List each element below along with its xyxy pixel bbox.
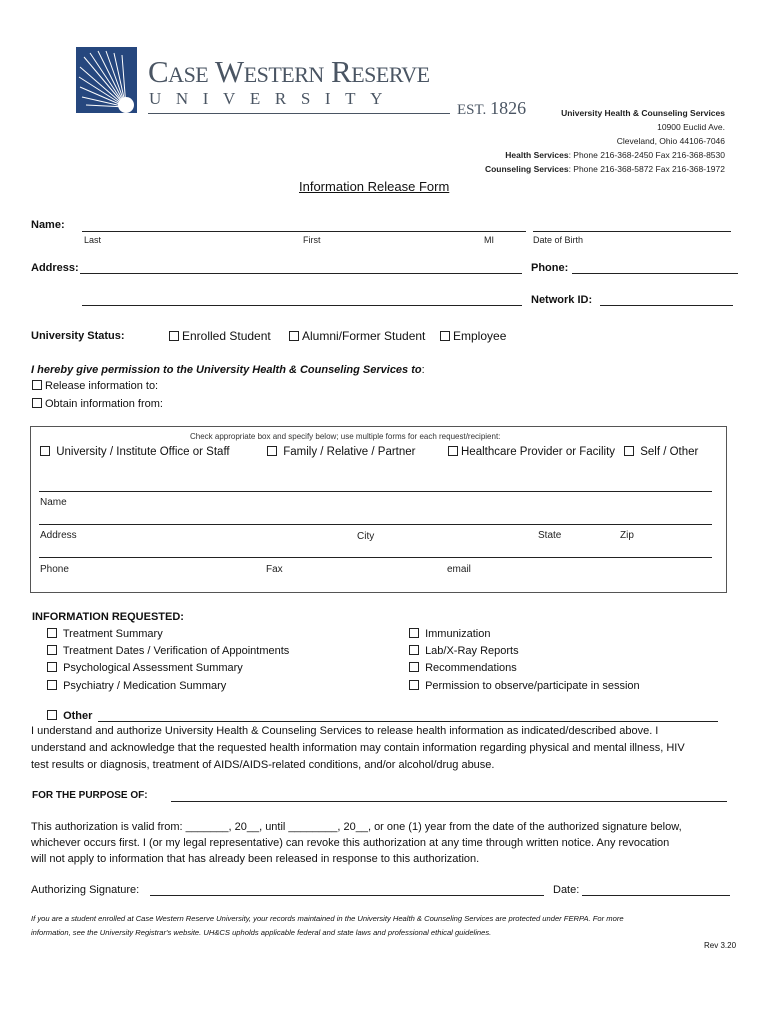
signature-label: Authorizing Signature: (31, 884, 140, 896)
info-observe-participate[interactable]: Permission to observe/participate in session (409, 680, 640, 692)
address-field-2[interactable] (82, 305, 522, 306)
info-immunization[interactable]: Immunization (409, 628, 490, 640)
type-self-other[interactable]: Self / Other (624, 446, 698, 458)
info-psychiatry-medication[interactable]: Psychiatry / Medication Summary (47, 680, 226, 692)
phone-field[interactable] (572, 273, 738, 274)
counseling-services-contact: Counseling Services: Phone 216-368-5872 Fax 216-368-1972 (484, 164, 725, 174)
name-label: Name: (31, 219, 65, 231)
address-label: Address: (31, 262, 79, 274)
street-address: 10900 Euclid Ave. (657, 122, 725, 132)
health-services-contact: Health Services: Phone 216-368-2450 Fax 216-368-8530 (505, 150, 725, 160)
recipient-phone-label: Phone (40, 564, 69, 575)
checkbox-icon[interactable] (289, 331, 299, 341)
purpose-field[interactable] (171, 801, 727, 802)
signature-field[interactable] (150, 895, 544, 896)
status-enrolled-student[interactable]: Enrolled Student (169, 329, 271, 343)
info-other[interactable]: Other (47, 710, 92, 722)
first-label: First (303, 235, 321, 245)
phone-label: Phone: (531, 262, 569, 274)
permission-statement: I hereby give permission to the University Health & Counseling Services to: (31, 364, 425, 376)
checkbox-icon[interactable] (267, 446, 277, 456)
status-employee[interactable]: Employee (440, 329, 506, 343)
checkbox-icon[interactable] (47, 680, 57, 690)
checkbox-icon[interactable] (169, 331, 179, 341)
validity-line-2: whichever occurs first. I (or my legal representative) can revoke this authorization at any time through written notice. Any revocation (31, 837, 670, 849)
university-status-label: University Status: (31, 330, 125, 342)
dob-label: Date of Birth (533, 235, 584, 245)
checkbox-icon[interactable] (32, 398, 42, 408)
authorization-line-1: I understand and authorize University Health & Counseling Services to release health information as indicated/described above. I (31, 725, 659, 737)
type-healthcare-provider[interactable]: Healthcare Provider or Facility (448, 446, 615, 458)
checkbox-icon[interactable] (47, 710, 57, 720)
validity-line-1: This authorization is valid from: _______, 20__, until ________, 20__, or one (1) year from the date of the authorized signature below, (31, 821, 682, 833)
logo-university: UNIVERSITY (149, 89, 397, 108)
dob-field[interactable] (533, 231, 731, 232)
info-recommendations[interactable]: Recommendations (409, 662, 517, 674)
city-state-zip: Cleveland, Ohio 44106-7046 (616, 136, 725, 146)
type-university-office[interactable]: University / Institute Office or Staff (40, 446, 230, 458)
purpose-label: FOR THE PURPOSE OF: (32, 790, 148, 801)
checkbox-icon[interactable] (409, 645, 419, 655)
recipient-fax-label: Fax (266, 564, 283, 575)
info-other-field[interactable] (98, 721, 718, 722)
recipient-phone-field[interactable] (39, 557, 712, 558)
info-treatment-summary[interactable]: Treatment Summary (47, 628, 163, 640)
type-family[interactable]: Family / Relative / Partner (267, 446, 416, 458)
network-id-field[interactable] (600, 305, 733, 306)
date-label: Date: (553, 884, 580, 896)
checkbox-icon[interactable] (448, 446, 458, 456)
status-alumni[interactable]: Alumni/Former Student (289, 329, 425, 343)
checkbox-icon[interactable] (47, 628, 57, 638)
checkbox-icon[interactable] (624, 446, 634, 456)
recipient-state-label: State (538, 530, 562, 541)
recipient-address-label: Address (40, 530, 77, 541)
recipient-name-field[interactable] (39, 491, 712, 492)
form-title: Information Release Form (299, 179, 450, 194)
recipient-address-field[interactable] (39, 524, 712, 525)
ferpa-notice-line-1: If you are a student enrolled at Case Western Reserve University, your records maintained in the University Health & Counseling Services are protected under FERPA. For more (31, 914, 624, 923)
name-field[interactable] (82, 231, 526, 232)
recipient-zip-label: Zip (620, 530, 634, 541)
release-information-option[interactable]: Release information to: (32, 380, 158, 392)
logo-wordmark: Case Western Reserve (148, 54, 430, 89)
recipient-instruction: Check appropriate box and specify below; use multiple forms for each request/recipient: (190, 432, 501, 441)
info-psych-assessment[interactable]: Psychological Assessment Summary (47, 662, 243, 674)
authorization-line-2: understand and acknowledge that the requested health information may contain information regarding physical and mental illness, HIV (31, 742, 685, 754)
checkbox-icon[interactable] (409, 628, 419, 638)
info-treatment-dates[interactable]: Treatment Dates / Verification of Appointments (47, 645, 289, 657)
checkbox-icon[interactable] (40, 446, 50, 456)
ferpa-notice-line-2: information, see the University Registrar's website. UH&CS upholds applicable federal and state laws and professional ethical guidelines. (31, 928, 492, 937)
authorization-line-3: test results or diagnosis, treatment of AIDS/AIDS-related conditions, and/or alcohol/drug abuse. (31, 759, 495, 771)
revision-number: Rev 3.20 (704, 941, 737, 950)
checkbox-icon[interactable] (440, 331, 450, 341)
date-field[interactable] (582, 895, 730, 896)
information-requested-label: INFORMATION REQUESTED: (32, 611, 184, 623)
info-lab-xray[interactable]: Lab/X-Ray Reports (409, 645, 519, 657)
office-name: University Health & Counseling Services (561, 108, 725, 118)
address-field-1[interactable] (80, 273, 522, 274)
checkbox-icon[interactable] (409, 680, 419, 690)
checkbox-icon[interactable] (409, 662, 419, 672)
last-label: Last (84, 235, 102, 245)
university-seal-logo (76, 47, 137, 113)
checkbox-icon[interactable] (47, 662, 57, 672)
obtain-information-option[interactable]: Obtain information from: (32, 398, 163, 410)
checkbox-icon[interactable] (47, 645, 57, 655)
recipient-email-label: email (447, 564, 471, 575)
recipient-city-label: City (357, 531, 375, 542)
mi-label: MI (484, 235, 494, 245)
checkbox-icon[interactable] (32, 380, 42, 390)
network-id-label: Network ID: (531, 294, 593, 306)
validity-line-3: will not apply to information that has already been released in response to this authorization. (31, 853, 480, 865)
logo-established: EST. 1826 (457, 98, 527, 118)
recipient-name-label: Name (40, 497, 67, 508)
